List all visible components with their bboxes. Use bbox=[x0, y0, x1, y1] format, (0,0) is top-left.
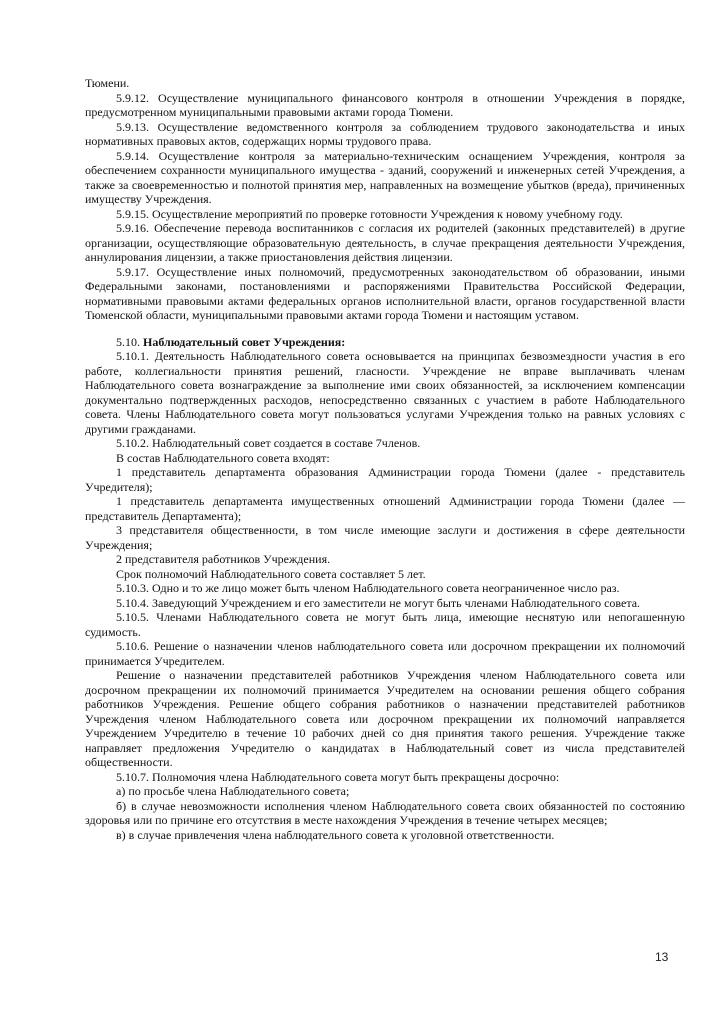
paragraph: 2 представителя работников Учреждения. bbox=[116, 552, 331, 566]
paragraph: 5.10.3. Одно и то же лицо может быть членом Наблюдательного совета неограниченное число раз. bbox=[116, 581, 620, 595]
paragraph: а) по просьбе члена Наблюдательного совета; bbox=[116, 784, 350, 798]
paragraph: в) в случае привлечения члена наблюдательного совета к уголовной ответственности. bbox=[116, 827, 555, 842]
paragraph: 5.9.16. Обеспечение перевода воспитанников с согласия их родителей (законных представителей) в другие организации, осуществляющие образовательную деятельность, в случае прекращения деятельности Учреждения, аннулирования лицензии, а также приостановления действия лицензии. bbox=[85, 221, 685, 264]
paragraph: 5.9.17. Осуществление иных полномочий, предусмотренных законодательством об образовании, иными Федеральными законами, постановлениями и распоряжениями Правительства Российской Федерации, нормативными правовыми актами федеральных органов исполнительной власти, органов государственной власти Тюменской области, муниципальными правовыми актами города Тюмени и настоящим уставом. bbox=[85, 264, 685, 322]
document-body bbox=[85, 76, 685, 842]
paragraph: б) в случае невозможности исполнения членом Наблюдательного совета своих обязанностей по состоянию здоровья или по причине его отсутствия в месте нахождения Учреждения в течение четырех месяцев; bbox=[85, 798, 685, 827]
paragraph-group-5-9 bbox=[85, 76, 685, 323]
page-number: 13 bbox=[655, 950, 669, 964]
paragraph: Срок полномочий Наблюдательного совета составляет 5 лет. bbox=[116, 566, 426, 581]
paragraph: 3 представителя общественности, в том числе имеющие заслуги и достижения в сфере деятельности Учреждения; bbox=[85, 523, 685, 552]
paragraph: 1 представитель департамента образования Администрации города Тюмени (далее - представитель Учредителя); bbox=[85, 465, 685, 494]
paragraph: 5.9.15. Осуществление мероприятий по проверке готовности Учреждения к новому учебному году. bbox=[116, 206, 623, 221]
paragraph: Тюмени. bbox=[85, 76, 130, 90]
section-number: 5.10. bbox=[116, 334, 140, 349]
paragraph: 5.10.6. Решение о назначении членов наблюдательного совета или досрочном прекращении их полномочий принимается Учредителем. bbox=[85, 639, 685, 668]
section-heading bbox=[85, 335, 685, 350]
paragraph: Решение о назначении представителей работников Учреждения членом Наблюдательного совета или досрочном прекращении их полномочий принимается Учредителем на основании решения общего собрания работников Учреждения. Решение общего собрания работников о назначении представителей работников Учреждения членом Наблюдательного совета или досрочном прекращении их полномочий направляется Учреждением Учредителю в течение 10 рабочих дней со дня принятия такого решения. Учреждение также направляет предложения Учредителю о кандидатах в Наблюдательный совет из числа представителей общественности. bbox=[85, 668, 685, 769]
section-gap bbox=[85, 323, 685, 335]
paragraph: 5.9.12. Осуществление муниципального финансового контроля в отношении Учреждения в порядке, предусмотренном муниципальными правовыми актами города Тюмени. bbox=[85, 90, 685, 119]
paragraph-group-5-10 bbox=[85, 349, 685, 842]
paragraph: 5.10.4. Заведующий Учреждением и его заместители не могут быть членами Наблюдательного совета. bbox=[116, 595, 641, 610]
paragraph: 1 представитель департамента имущественных отношений Администрации города Тюмени (далее — представитель Департамента); bbox=[85, 494, 685, 523]
paragraph: 5.10.5. Членами Наблюдательного совета не могут быть лица, имеющие неснятую или непогашенную судимость. bbox=[85, 610, 685, 639]
paragraph: 5.9.13. Осуществление ведомственного контроля за соблюдением трудового законодательства и иных нормативных правовых актов, содержащих нормы трудового права. bbox=[85, 119, 685, 148]
paragraph: 5.9.14. Осуществление контроля за материально-техническим оснащением Учреждения, контроля за обеспечением сохранности муниципального имущества - зданий, сооружений и инженерных сетей Учреждения, а также за своевременностью и полнотой принятия мер, направленных на возмещение убытков (вреда), причиненных имуществу Учреждения. bbox=[85, 148, 685, 206]
paragraph: 5.10.1. Деятельность Наблюдательного совета основывается на принципах безвозмездности участия в его работе, коллегиальности принятия решений, гласности. Учреждение не вправе выплачивать членам Наблюдательного совета вознаграждение за выполнение ими своих обязанностей, за исключением компенсации документально подтвержденных расходов, непосредственно связанных с участием в работе Наблюдательного совета. Члены Наблюдательного совета могут пользоваться услугами Учреждения только на равных условиях с другими гражданами. bbox=[85, 349, 685, 436]
section-title: Наблюдательный совет Учреждения: bbox=[143, 334, 346, 349]
paragraph: 5.10.2. Наблюдательный совет создается в составе 7членов. bbox=[116, 436, 421, 450]
paragraph: В состав Наблюдательного совета входят: bbox=[116, 450, 330, 465]
paragraph: 5.10.7. Полномочия члена Наблюдательного совета могут быть прекращены досрочно: bbox=[116, 769, 560, 784]
